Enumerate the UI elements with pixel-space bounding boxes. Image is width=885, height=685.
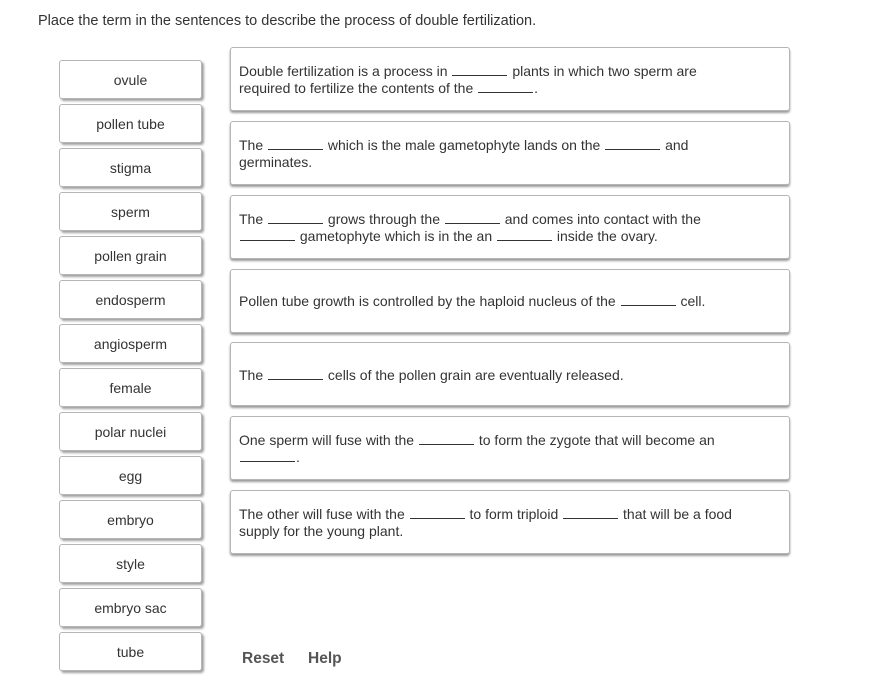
- sentence-text: and comes into contact with the: [500, 211, 701, 227]
- term-label: pollen tube: [96, 115, 165, 132]
- drop-target-blank[interactable]: [445, 212, 500, 224]
- drop-target-blank[interactable]: [497, 229, 552, 241]
- drop-target-blank[interactable]: [605, 138, 660, 150]
- term-label: embryo sac: [94, 599, 167, 616]
- term-tile-pollen-tube[interactable]: [59, 104, 202, 143]
- sentence-text: cell.: [676, 293, 706, 309]
- drop-target-blank[interactable]: [268, 212, 323, 224]
- sentence-text: The other will fuse with the: [239, 506, 409, 522]
- help-button[interactable]: Help: [308, 650, 342, 667]
- term-tile-style[interactable]: [59, 544, 202, 583]
- sentence-box-1: [230, 47, 790, 111]
- drop-target-blank[interactable]: [419, 433, 474, 445]
- sentence-text: required to fertilize the contents of the: [239, 80, 478, 96]
- term-label: polar nuclei: [94, 423, 167, 440]
- term-tile-stigma[interactable]: [59, 148, 202, 187]
- sentence-box-3: [230, 195, 790, 259]
- reset-button[interactable]: Reset: [242, 650, 285, 667]
- sentence-text: .: [296, 449, 300, 465]
- drop-target-blank[interactable]: [240, 229, 295, 241]
- term-label: embryo: [107, 511, 154, 528]
- sentence-box-2: [230, 121, 790, 185]
- sentence-text: One sperm will fuse with the: [239, 432, 418, 448]
- term-tile-pollen-grain[interactable]: [59, 236, 202, 275]
- term-label: egg: [118, 467, 143, 484]
- drop-target-blank[interactable]: [240, 450, 295, 462]
- term-label: tube: [116, 643, 145, 660]
- sentence-text: inside the ovary.: [553, 228, 658, 244]
- sentence-text: The: [239, 137, 268, 153]
- term-tile-sperm[interactable]: [59, 192, 202, 231]
- sentence-text: grows through the: [324, 211, 444, 227]
- sentence-box-7: [230, 490, 790, 554]
- term-tile-female[interactable]: [59, 368, 202, 407]
- term-label: stigma: [109, 159, 152, 176]
- term-label: female: [109, 379, 152, 396]
- term-tile-embryo[interactable]: [59, 500, 202, 539]
- sentence-text: plants in which two sperm are: [508, 63, 697, 79]
- sentence-text: and: [661, 137, 689, 153]
- drop-target-blank[interactable]: [268, 138, 323, 150]
- sentence-text: The: [239, 367, 268, 383]
- sentence-text: gametophyte which is in the an: [296, 228, 497, 244]
- term-label: pollen grain: [94, 247, 167, 264]
- term-label: endosperm: [95, 291, 166, 308]
- sentence-text: to form triploid: [465, 506, 563, 522]
- drop-target-blank[interactable]: [410, 507, 465, 519]
- term-label: ovule: [113, 71, 148, 88]
- drop-target-blank[interactable]: [563, 507, 618, 519]
- drop-target-blank[interactable]: [621, 294, 676, 306]
- sentence-box-6: [230, 416, 790, 480]
- term-tile-endosperm[interactable]: [59, 280, 202, 319]
- sentence-text: to form the zygote that will become an: [474, 432, 715, 448]
- term-tile-tube[interactable]: [59, 632, 202, 671]
- sentence-text: Pollen tube growth is controlled by the haploid nucleus of the: [239, 293, 620, 309]
- drop-target-blank[interactable]: [478, 81, 533, 93]
- sentence-text: that will be a food: [619, 506, 732, 522]
- sentence-box-5: [230, 342, 790, 406]
- term-label: angiosperm: [93, 335, 168, 352]
- sentence-text: Double fertilization is a process in: [239, 63, 452, 79]
- sentence-text: germinates.: [239, 154, 313, 170]
- term-tile-angiosperm[interactable]: [59, 324, 202, 363]
- drop-target-blank[interactable]: [268, 368, 323, 380]
- sentence-text: The: [239, 211, 268, 227]
- sentence-text: supply for the young plant.: [239, 523, 404, 539]
- term-label: sperm: [111, 203, 150, 220]
- drop-target-blank[interactable]: [452, 64, 507, 76]
- term-tile-polar-nuclei[interactable]: [59, 412, 202, 451]
- instruction-text: Place the term in the sentences to describe the process of double fertilization.: [38, 13, 537, 29]
- sentence-text: .: [534, 80, 539, 96]
- sentence-text: cells of the pollen grain are eventually released.: [324, 367, 624, 383]
- sentence-text: which is the male gametophyte lands on the: [324, 137, 605, 153]
- term-tile-egg[interactable]: [59, 456, 202, 495]
- term-tile-embryo-sac[interactable]: [59, 588, 202, 627]
- term-label: style: [116, 555, 145, 572]
- sentence-box-4: [230, 269, 790, 333]
- term-tile-ovule[interactable]: [59, 60, 202, 99]
